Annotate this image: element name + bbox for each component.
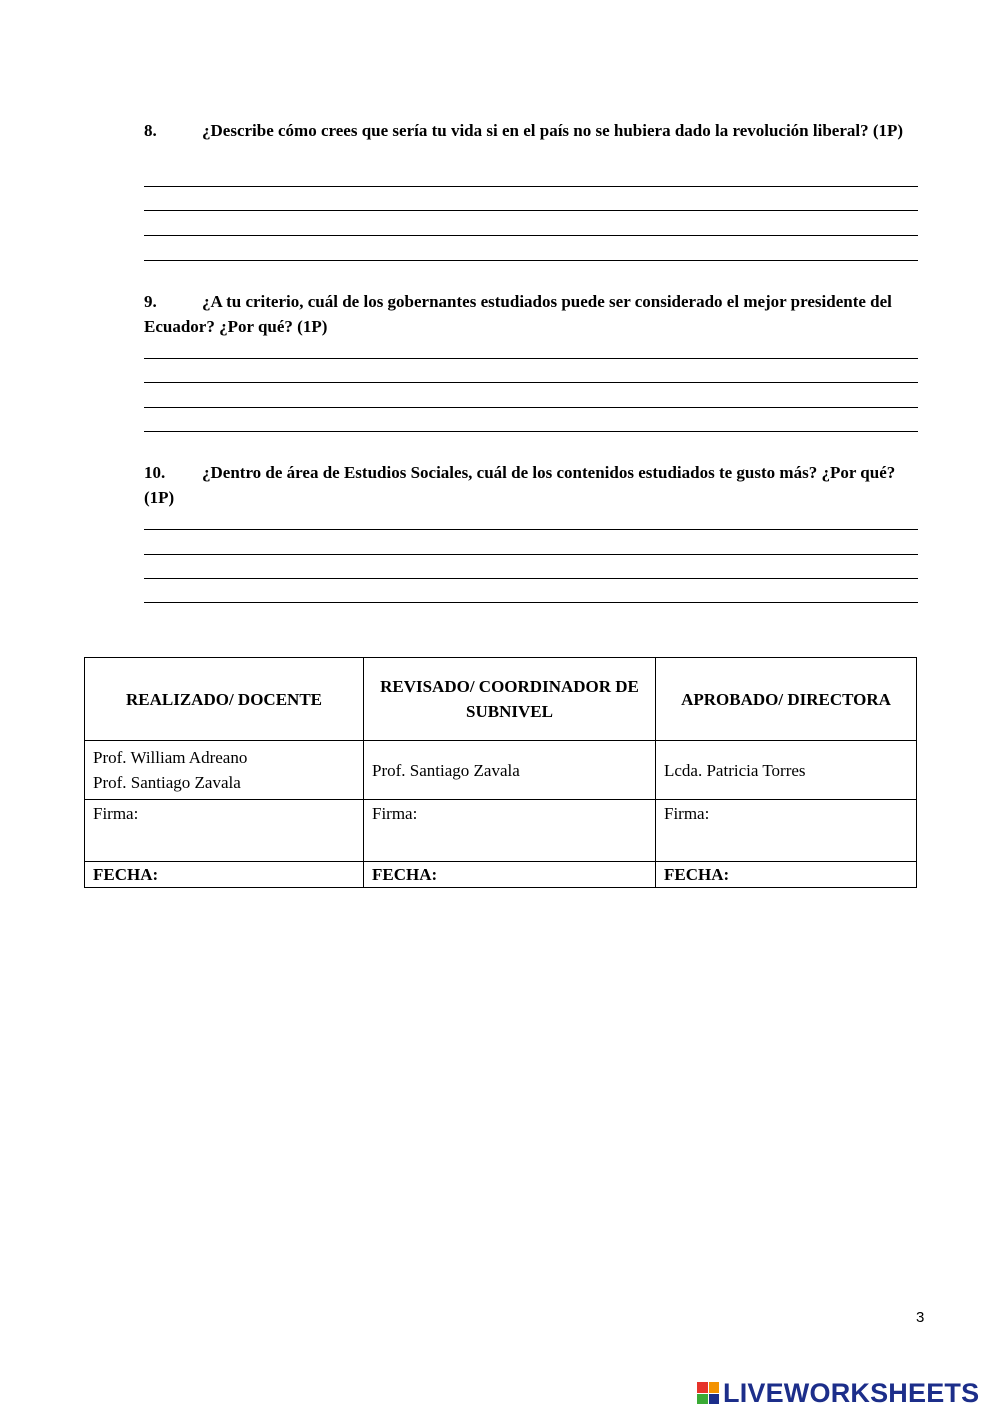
header-aprobado: APROBADO/ DIRECTORA — [656, 658, 917, 741]
question-text: ¿A tu criterio, cuál de los gobernantes estudiados puede ser considerado el mejor presidente del Ecuador? ¿Por qué? (1P) — [144, 292, 892, 336]
liveworksheets-brand[interactable] — [697, 1378, 979, 1408]
fecha-cell-directora[interactable]: FECHA: — [656, 862, 917, 888]
logo-square — [697, 1394, 708, 1405]
liveworksheets-logo-icon — [697, 1382, 719, 1404]
coordinador-name: Prof. Santiago Zavala — [364, 741, 656, 800]
question-9 — [144, 289, 928, 339]
logo-square — [709, 1394, 720, 1405]
firma-cell-coordinador[interactable]: Firma: — [364, 800, 656, 862]
question-10 — [144, 460, 928, 510]
answer-line[interactable] — [144, 407, 918, 408]
table-row-fecha — [85, 862, 917, 888]
fecha-cell-docente[interactable]: FECHA: — [85, 862, 364, 888]
fecha-cell-coordinador[interactable]: FECHA: — [364, 862, 656, 888]
question-number: 9. — [144, 292, 157, 311]
answer-line[interactable] — [144, 235, 918, 236]
question-text: ¿Dentro de área de Estudios Sociales, cuál de los contenidos estudiados te gusto más? ¿Por qué? (1P) — [144, 463, 896, 507]
brand-name: LIVEWORKSHEETS — [723, 1378, 980, 1408]
question-8 — [144, 118, 928, 143]
answer-line[interactable] — [144, 602, 918, 603]
header-realizado: REALIZADO/ DOCENTE — [85, 658, 364, 741]
docente-name: Prof. William Adreano — [93, 748, 248, 767]
page-number: 3 — [916, 1309, 925, 1326]
logo-square — [709, 1382, 720, 1393]
header-revisado: REVISADO/ COORDINADOR DE SUBNIVEL — [364, 658, 656, 741]
question-text: ¿Describe cómo crees que sería tu vida si en el país no se hubiera dado la revolución liberal? (1P) — [202, 121, 904, 140]
question-number: 8. — [144, 121, 157, 140]
answer-line[interactable] — [144, 186, 918, 187]
answer-line[interactable] — [144, 431, 918, 432]
table-header-row — [85, 658, 917, 741]
table-row-firma — [85, 800, 917, 862]
docente-names — [85, 741, 364, 800]
answer-line[interactable] — [144, 382, 918, 383]
answer-line[interactable] — [144, 210, 918, 211]
answer-line[interactable] — [144, 260, 918, 261]
answer-line[interactable] — [144, 529, 918, 530]
signature-table — [84, 657, 917, 888]
logo-square — [697, 1382, 708, 1393]
answer-line[interactable] — [144, 554, 918, 555]
firma-cell-directora[interactable]: Firma: — [656, 800, 917, 862]
answer-line[interactable] — [144, 358, 918, 359]
docente-name: Prof. Santiago Zavala — [93, 773, 241, 792]
question-number: 10. — [144, 463, 166, 482]
table-row-names — [85, 741, 917, 800]
directora-name: Lcda. Patricia Torres — [656, 741, 917, 800]
firma-cell-docente[interactable]: Firma: — [85, 800, 364, 862]
answer-line[interactable] — [144, 578, 918, 579]
